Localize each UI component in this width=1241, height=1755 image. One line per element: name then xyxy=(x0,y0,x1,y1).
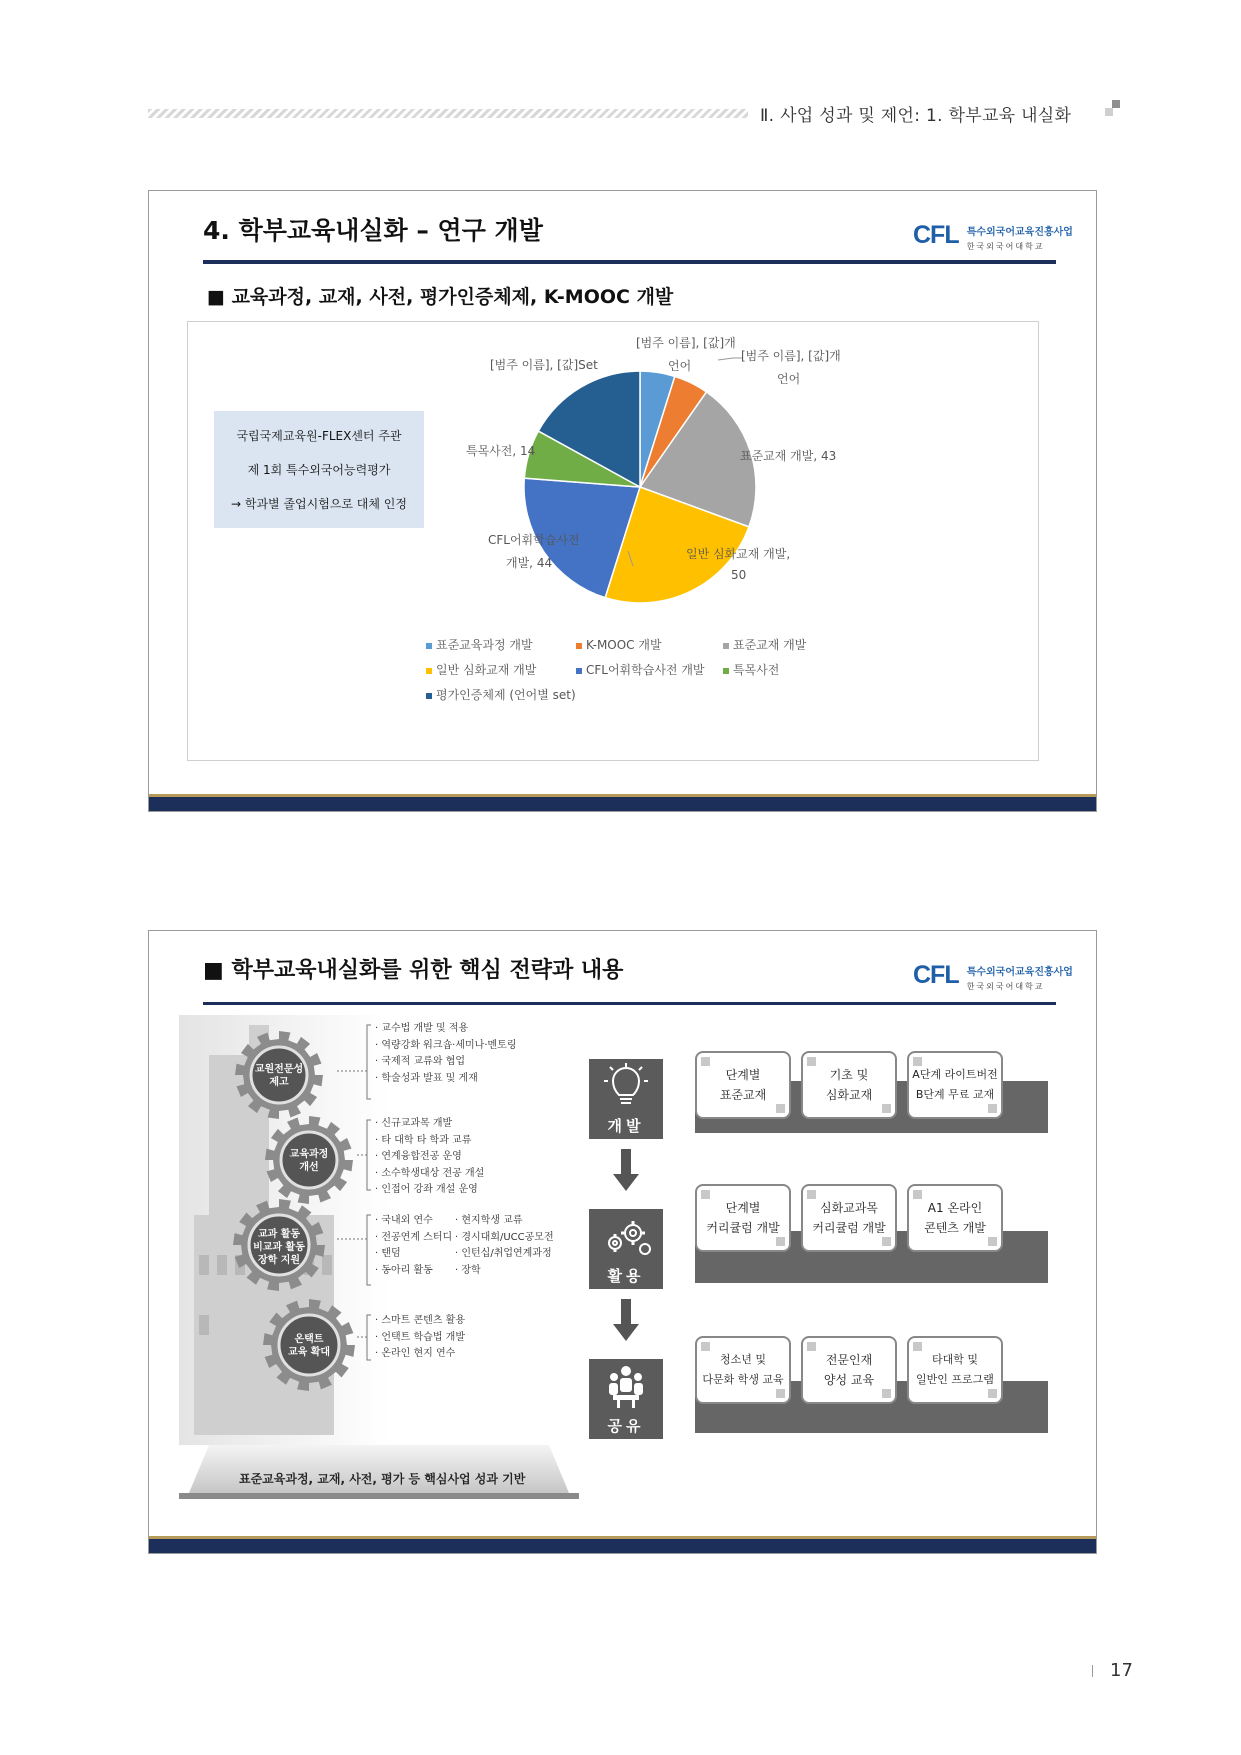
phase-label-utilize: 활용 xyxy=(607,1267,645,1285)
pie-label-cfl-dict-a: CFL어휘학습사전 xyxy=(488,533,580,547)
list-item: · 스마트 콘텐츠 활용 xyxy=(375,1315,465,1326)
down-arrow-icon xyxy=(611,1149,641,1194)
legend-swatch xyxy=(426,643,432,649)
page-number: 17 xyxy=(1110,1660,1133,1681)
legend-swatch xyxy=(723,668,729,674)
list-item: · 장학 xyxy=(455,1264,481,1276)
header-square-dark xyxy=(1112,100,1120,108)
card-advanced-curriculum: 심화교과목 커리큘럼 개발 xyxy=(801,1184,897,1252)
card-stage-textbook: 단계별 표준교재 xyxy=(695,1051,791,1119)
curriculum-items xyxy=(375,1116,484,1199)
cfl-logo-mark: CFL xyxy=(913,961,959,989)
cfl-logo xyxy=(913,961,1073,992)
pie-label-special-dict: 특목사전, 14 xyxy=(466,444,536,458)
gear-label-ontact: 온택트 교육 확대 xyxy=(287,1334,331,1358)
list-item: · 국내외 연수 xyxy=(375,1215,433,1226)
card-stage-curriculum: 단계별 커리큘럼 개발 xyxy=(695,1184,791,1252)
phase-label-develop: 개발 xyxy=(607,1117,645,1135)
list-item: · 경시대회/UCC공모전 xyxy=(455,1231,554,1243)
list-item: · 인턴십/취업연계과정 xyxy=(455,1248,552,1259)
cfl-logo-name: 특수외국어교육진흥사업 xyxy=(966,967,1073,978)
list-item: · 동아리 활동 xyxy=(375,1264,433,1276)
card-basic-advanced-textbook: 기초 및 심화교재 xyxy=(801,1051,897,1119)
legend-item: 일반 심화교재 개발 xyxy=(426,661,536,678)
card-online-content: A1 온라인 콘텐츠 개발 xyxy=(907,1184,1003,1252)
phase-share xyxy=(589,1359,663,1439)
slide2-title: ■ 학부교육내실화를 위한 핵심 전략과 내용 xyxy=(203,958,624,983)
list-item: · 현지학생 교류 xyxy=(455,1215,523,1226)
pie-label-advanced-a: 일반 심화교재 개발, xyxy=(686,547,791,561)
gears-icon xyxy=(589,1211,663,1263)
list-item: · 역량강화 워크숍·세미나·멘토링 xyxy=(375,1039,517,1051)
page-number-divider xyxy=(1092,1665,1093,1677)
slide-research-development xyxy=(148,190,1097,812)
pie-chart-frame xyxy=(187,321,1039,761)
cfl-logo xyxy=(913,221,1073,252)
phase-develop xyxy=(589,1059,663,1139)
list-item: · 전공연계 스터디 xyxy=(375,1231,453,1243)
cfl-logo-university: 한국외국어대학교 xyxy=(966,242,1045,251)
base-platform-text: 표준교육과정, 교재, 사전, 평가 등 핵심사업 성과 기반 xyxy=(239,1472,526,1486)
cfl-logo-name: 특수외국어교육진흥사업 xyxy=(966,227,1073,238)
activity-items-col2 xyxy=(455,1213,554,1279)
pie-label-curriculum-a: [범주 이름], [값]개 xyxy=(636,336,736,350)
strategy-flow xyxy=(589,1051,1059,1451)
legend-swatch xyxy=(723,643,729,649)
pie-label-kmooc-a: [범주 이름], [값]개 xyxy=(741,349,841,363)
legend-item: 표준교재 개발 xyxy=(723,636,806,653)
faculty-items xyxy=(375,1021,516,1087)
cfl-logo-mark: CFL xyxy=(913,221,959,249)
slide2-title-rule xyxy=(203,1002,1056,1005)
slide1-subtitle: ■ 교육과정, 교재, 사전, 평가인증체제, K-MOOC 개발 xyxy=(207,286,674,308)
list-item: · 교수법 개발 및 적용 xyxy=(375,1023,469,1034)
list-item: · 연계융합전공 운영 xyxy=(375,1151,462,1162)
list-item: · 언택트 학습법 개발 xyxy=(375,1331,465,1343)
slide2-bottom-bar xyxy=(149,1536,1096,1553)
cfl-logo-university: 한국외국어대학교 xyxy=(966,982,1045,991)
phase-utilize xyxy=(589,1209,663,1289)
legend-item: K-MOOC 개발 xyxy=(576,636,662,653)
header-hatch-decoration xyxy=(148,109,748,118)
list-item: · 학술성과 발표 및 게재 xyxy=(375,1072,478,1084)
slide1-title-rule xyxy=(203,260,1056,264)
legend-item: 특목사전 xyxy=(723,661,779,678)
slide-core-strategy xyxy=(148,930,1097,1554)
pie-label-curriculum-b: 언어 xyxy=(668,359,692,373)
legend-swatch xyxy=(576,668,582,674)
card-public-program: 타대학 및 일반인 프로그램 xyxy=(907,1336,1003,1404)
gear-label-curriculum: 교육과정 개선 xyxy=(289,1149,329,1173)
pie-label-evaluation: [범주 이름], [값]Set xyxy=(490,358,598,372)
card-expert-training: 전문인재 양성 교육 xyxy=(801,1336,897,1404)
card-lite-free-textbook: A단계 라이트버전 B단계 무료 교재 xyxy=(907,1051,1003,1119)
legend-swatch xyxy=(426,668,432,674)
legend-item: 평가인증체제 (언어별 set) xyxy=(426,686,576,703)
ontact-items xyxy=(375,1313,465,1363)
note-line-2: 제 1회 특수외국어능력평가 xyxy=(247,463,391,477)
people-icon xyxy=(589,1361,663,1413)
section-header: Ⅱ. 사업 성과 및 제언: 1. 학부교육 내실화 xyxy=(760,106,1072,126)
pie-label-advanced-b: 50 xyxy=(731,568,747,582)
header-square-light xyxy=(1105,108,1113,116)
note-line-3: → 학과별 졸업시험으로 대체 인정 xyxy=(230,497,407,511)
gear-label-faculty: 교원전문성 제고 xyxy=(254,1064,304,1088)
legend-swatch xyxy=(576,643,582,649)
list-item: · 국제적 교류와 협업 xyxy=(375,1056,465,1067)
pie-label-textbook: 표준교재 개발, 43 xyxy=(740,449,837,463)
slide1-title: 4. 학부교육내실화 – 연구 개발 xyxy=(203,216,543,245)
list-item: · 인접어 강좌 개설 운영 xyxy=(375,1184,478,1195)
list-item: · 탠덤 xyxy=(375,1248,401,1259)
legend-swatch xyxy=(426,693,432,699)
leader-line-kmooc xyxy=(718,358,743,360)
strategy-infographic xyxy=(179,1015,579,1515)
card-youth-education: 청소년 및 다문화 학생 교육 xyxy=(695,1336,791,1404)
list-item: · 신규교과목 개발 xyxy=(375,1118,453,1129)
pie-label-kmooc-b: 언어 xyxy=(777,372,801,386)
lightbulb-icon xyxy=(589,1061,663,1113)
down-arrow-icon xyxy=(611,1299,641,1344)
list-item: · 소수학생대상 전공 개설 xyxy=(375,1167,485,1179)
gear-label-activities: 교과 활동 비교과 활동 장학 지원 xyxy=(253,1229,305,1266)
pie-chart xyxy=(188,322,1038,760)
note-line-1: 국립국제교육원-FLEX센터 주관 xyxy=(236,429,402,443)
legend-item: CFL어휘학습사전 개발 xyxy=(576,661,705,678)
legend-item: 표준교육과정 개발 xyxy=(426,636,533,653)
slide1-bottom-bar xyxy=(149,794,1096,811)
list-item: · 타 대학 타 학과 교류 xyxy=(375,1134,472,1146)
activity-items-col1 xyxy=(375,1213,452,1279)
phase-label-share: 공유 xyxy=(607,1417,645,1435)
list-item: · 온라인 현지 연수 xyxy=(375,1348,456,1359)
pie-label-cfl-dict-b: 개발, 44 xyxy=(506,556,553,570)
